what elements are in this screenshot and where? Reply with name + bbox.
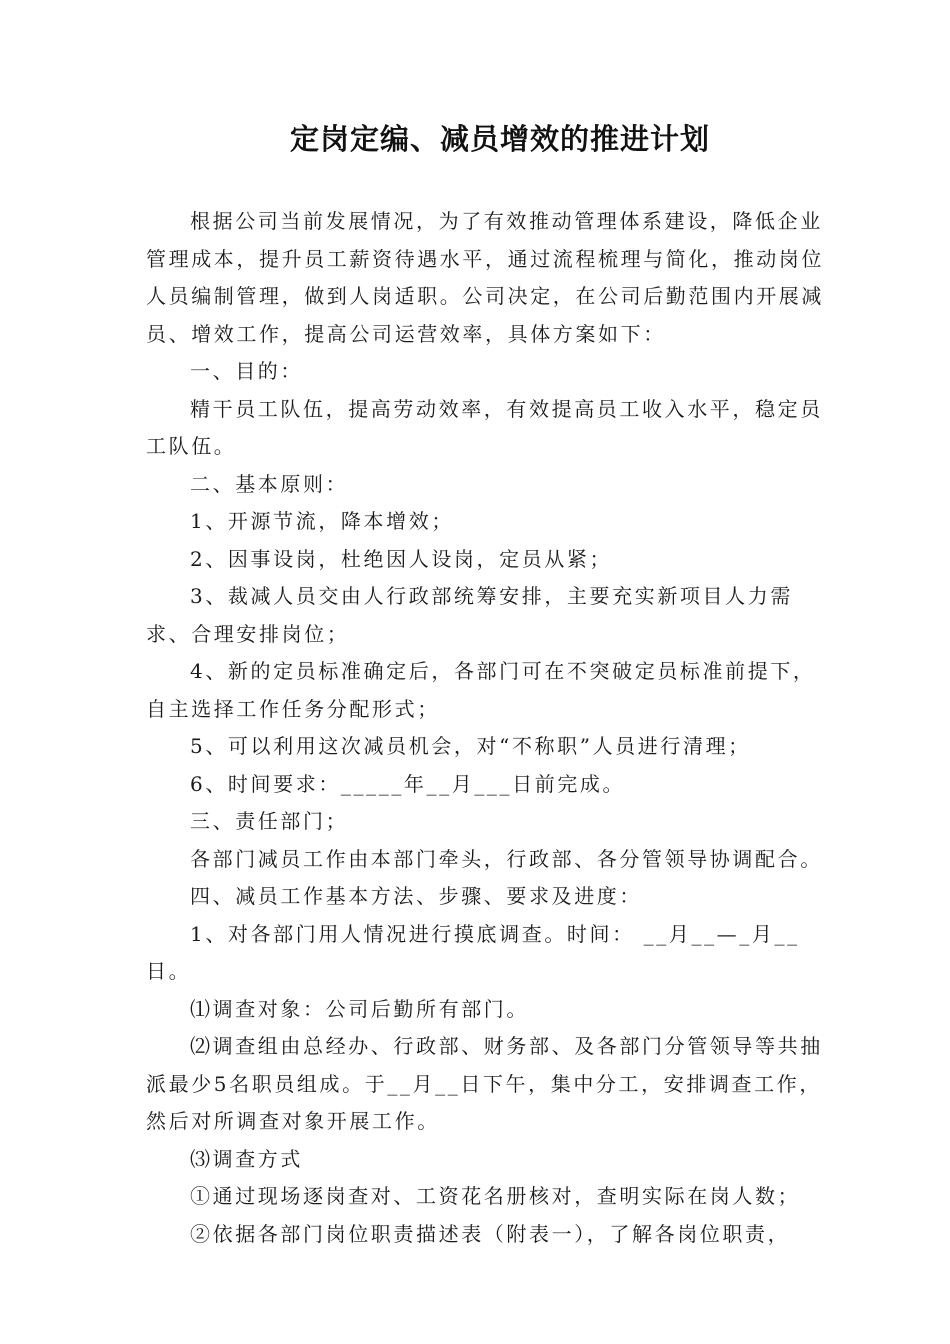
method-step: ②依据各部门岗位职责描述表（附表一），了解各岗位职责， (190, 1221, 791, 1246)
method-subitem: ⑵调查组由总经办、行政部、财务部、及各部门分管领导等共抽派最少5名职员组成。于__月__日下午，集中分工，安排调查工作，然后对所调查对象开展工作。 (146, 1034, 823, 1133)
paragraph-purpose: 精干员工队伍，提高劳动效率，有效提高员工收入水平，稳定员工队伍。 (146, 396, 823, 458)
method-item: 1、对各部门用人情况进行摸底调查。时间： __月__—_月__日。 (146, 921, 800, 983)
principle-item: 1、开源节流，降本增效； (190, 509, 454, 533)
heading-purpose: 一、目的： (190, 359, 303, 383)
document-body (146, 203, 826, 1253)
paragraph-intro: 根据公司当前发展情况，为了有效推动管理体系建设，降低企业管理成本，提升员工薪资待遇水平，通过流程梳理与简化，推动岗位人员编制管理，做到人岗适职。公司决定，在公司后勤范围内开展减员、增效工作，提高公司运营效率，具体方案如下： (146, 209, 824, 346)
method-subitem: ⑴调查对象：公司后勤所有部门。 (190, 996, 529, 1021)
principle-item: 4、新的定员标准确定后，各部门可在不突破定员标准前提下，自主选择工作任务分配形式； (146, 659, 816, 721)
method-subitem: ⑶调查方式 (190, 1146, 303, 1171)
document-title: 定岗定编、减员增效的推进计划 (289, 122, 710, 156)
heading-principles: 二、基本原则： (190, 471, 349, 496)
paragraph-responsibility: 各部门减员工作由本部门牵头，行政部、各分管领导协调配合。 (190, 846, 823, 871)
principle-item: 5、可以利用这次减员机会，对“不称职”人员进行清理； (190, 734, 751, 758)
method-step: ①通过现场逐岗查对、工资花名册核对，查明实际在岗人数； (190, 1184, 801, 1208)
heading-methods: 四、减员工作基本方法、步骤、要求及进度： (190, 884, 642, 908)
principle-item: 3、裁减人员交由人行政部统筹安排，主要充实新项目人力需求、合理安排岗位； (146, 584, 793, 646)
principle-item: 6、时间要求：_____年__月___日前完成。 (190, 771, 626, 796)
heading-responsibility: 三、责任部门； (190, 809, 349, 833)
principle-item: 2、因事设岗，杜绝因人设岗，定员从紧； (190, 546, 613, 571)
